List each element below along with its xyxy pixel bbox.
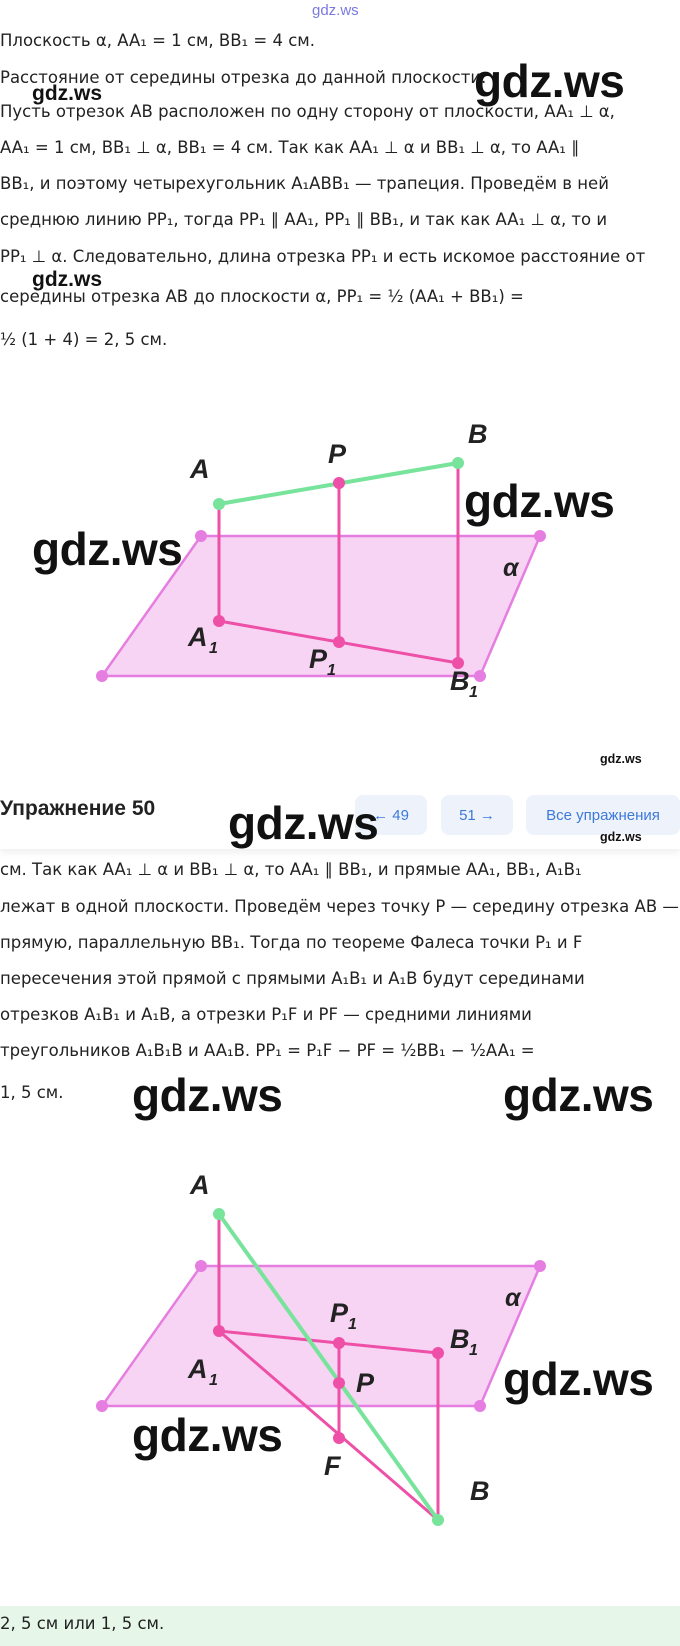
answer-bar (0, 1606, 680, 1646)
watermark: gdz.ws (132, 1069, 283, 1121)
watermark: gdz.ws (503, 1069, 654, 1121)
plane-vertex (96, 670, 108, 682)
solution-1-line: AA₁ = 1 см, BB₁ ⊥ α, BB₁ = 4 см. Так как AA₁ ⊥ α и BB₁ ⊥ α, то AA₁ ∥ (0, 138, 580, 157)
point-b (432, 1514, 444, 1526)
watermark: gdz.ws (503, 1353, 654, 1405)
point-a (213, 498, 225, 510)
point-a1 (213, 1325, 225, 1337)
solution-2-line: 1, 5 см. (0, 1083, 64, 1102)
label-b1: B (450, 666, 470, 696)
solution-1-line: среднюю линию PP₁, тогда PP₁ ∥ AA₁, PP₁ ∥ BB₁, и так как AA₁ ⊥ α, то и (0, 210, 608, 229)
solution-2-line: лежат в одной плоскости. Проведём через точку P — середину отрезка AB — (0, 897, 679, 916)
label-a1: A (188, 1354, 208, 1384)
solution-2-line: прямую, параллельную BB₁. Тогда по теореме Фалеса точки P₁ и F (0, 933, 583, 952)
solution-1-line: Плоскость α, AA₁ = 1 см, BB₁ = 4 см. (0, 31, 315, 50)
exercise-title: Упражнение 50 (0, 797, 156, 820)
solution-2-line: см. Так как AA₁ ⊥ α и BB₁ ⊥ α, то AA₁ ∥ BB₁, и прямые AA₁, BB₁, A₁B₁ (0, 860, 582, 879)
watermark: gdz.ws (32, 82, 103, 105)
watermark: gdz.ws (474, 55, 625, 107)
solution-2-line: пересечения этой прямой с прямыми A₁B₁ и A₁B будут серединами (0, 969, 585, 988)
watermark: gdz.ws (228, 797, 379, 849)
label-p: P (328, 439, 347, 469)
plane-vertex (474, 1400, 486, 1412)
label-b: B (470, 1476, 490, 1506)
label-b: B (468, 419, 488, 449)
all-exercises-button[interactable]: Все упражнения (526, 795, 680, 835)
label-p1-sub: 1 (327, 662, 336, 679)
label-p: P (356, 1368, 375, 1398)
label-p1: P (330, 1298, 349, 1328)
solution-1-line: BB₁, и поэтому четырехугольник A₁ABB₁ — трапеция. Проведём в ней (0, 174, 609, 193)
label-a1-sub: 1 (209, 640, 218, 657)
label-p1: P (309, 644, 328, 674)
point-b (452, 457, 464, 469)
watermark: gdz.ws (32, 523, 183, 575)
plane-vertex (96, 1400, 108, 1412)
label-f: F (324, 1451, 341, 1481)
watermark: gdz.ws (132, 1409, 283, 1461)
label-b1: B (450, 1324, 470, 1354)
label-alpha: α (503, 554, 519, 582)
plane-vertex (195, 530, 207, 542)
plane-vertex (534, 530, 546, 542)
label-p1-sub: 1 (348, 1316, 357, 1333)
point-p1 (333, 636, 345, 648)
label-a: A (190, 454, 210, 484)
solution-1-line: середины отрезка AB до плоскости α, PP₁ = ½ (AA₁ + BB₁) = (0, 287, 524, 306)
plane-vertex (534, 1260, 546, 1272)
point-p (333, 477, 345, 489)
solution-2-line: отрезков A₁B₁ и A₁B, а отрезки P₁F и PF — средними линиями (0, 1005, 532, 1024)
solution-1-line: ½ (1 + 4) = 2, 5 см. (0, 330, 168, 349)
plane-vertex (474, 670, 486, 682)
watermark: gdz.ws (32, 268, 103, 291)
label-b1-sub: 1 (469, 1342, 478, 1359)
label-alpha: α (505, 1284, 521, 1312)
next-exercise-button[interactable]: 51 → (441, 795, 513, 835)
solution-1-line: Пусть отрезок AB расположен по одну сторону от плоскости, AA₁ ⊥ α, (0, 102, 615, 121)
watermark: gdz.ws (600, 752, 642, 766)
watermark: gdz.ws (600, 830, 642, 844)
watermark: gdz.ws (464, 475, 615, 527)
point-b1 (432, 1347, 444, 1359)
label-a: A (190, 1170, 210, 1200)
plane-vertex (195, 1260, 207, 1272)
solution-2-line: треугольников A₁B₁B и AA₁B. PP₁ = P₁F − PF = ½BB₁ − ½AA₁ = (0, 1041, 535, 1060)
point-a (213, 1208, 225, 1220)
solution-1-line: PP₁ ⊥ α. Следовательно, длина отрезка PP₁ и есть искомое расстояние от (0, 247, 646, 266)
point-a1 (213, 615, 225, 627)
label-a1-sub: 1 (209, 1372, 218, 1389)
top-watermark: gdz.ws (312, 2, 359, 19)
point-p1 (333, 1337, 345, 1349)
prev-exercise-button[interactable]: ← 49 (355, 795, 427, 835)
point-p (333, 1377, 345, 1389)
solution-1-line: Расстояние от середины отрезка до данной плоскости. (0, 68, 487, 87)
answer-text: 2, 5 см или 1, 5 см. (0, 1614, 165, 1633)
plane-alpha (102, 1266, 540, 1406)
point-f (333, 1432, 345, 1444)
label-b1-sub: 1 (469, 684, 478, 701)
label-a1: A (188, 622, 208, 652)
